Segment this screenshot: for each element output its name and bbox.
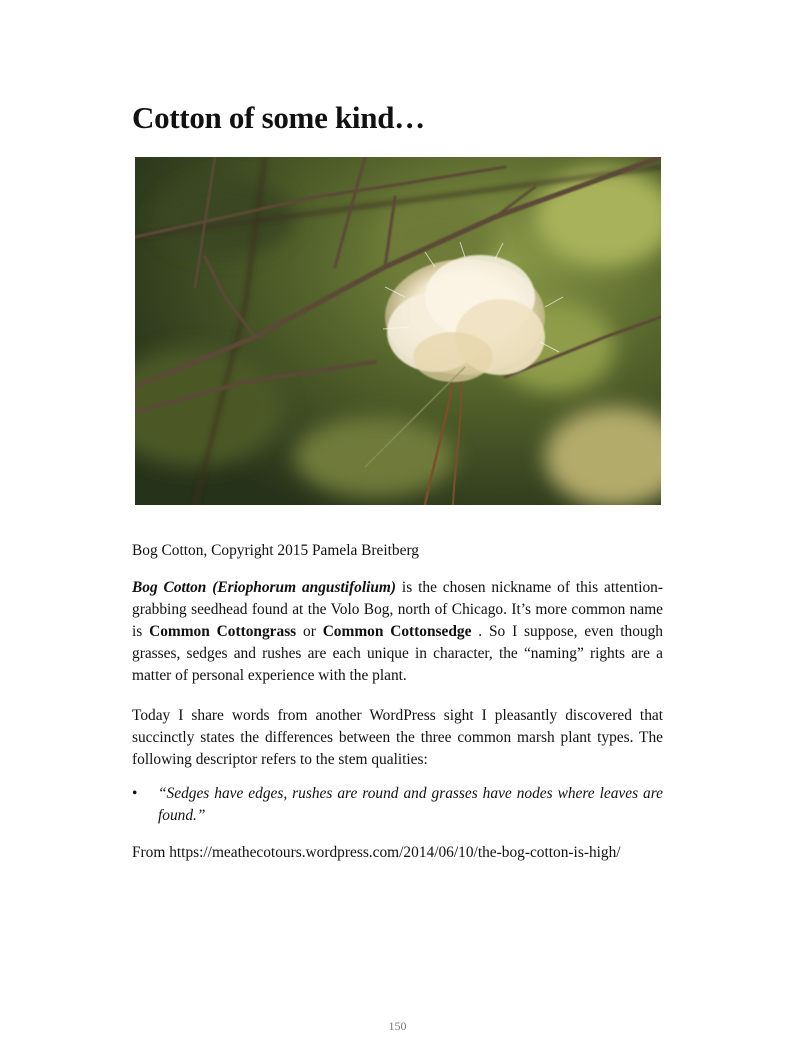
quote-bullet	[132, 783, 663, 827]
species-name: Bog Cotton (Eriophorum angustifolium)	[132, 579, 397, 596]
bog-cotton-illustration	[135, 157, 661, 505]
common-cottongrass: Common Cottongrass	[149, 623, 297, 640]
common-cottonsedge: Common Cottonsedge	[322, 623, 472, 640]
paragraph1-text-b: or	[296, 623, 323, 640]
sedges-quote: “Sedges have edges, rushes are round and grasses have nodes where leaves are found.”	[158, 785, 663, 824]
bog-cotton-photo	[135, 157, 661, 505]
paragraph-bog-cotton	[132, 577, 663, 687]
photo-caption: Bog Cotton, Copyright 2015 Pamela Breitberg	[132, 542, 419, 559]
paragraph1-text-a: is the chosen nickname of this attention-grabbing seedhead found at the Volo Bog, north of Chicago. It’s more common name is	[132, 579, 663, 640]
bullet-marker: •	[132, 785, 138, 802]
page-number: 150	[388, 1019, 407, 1033]
page-title: Cotton of some kind…	[132, 100, 425, 135]
source-link-text: From https://meathecotours.wordpress.com/2014/06/10/the-bog-cotton-is-high/	[132, 844, 621, 861]
paragraph1-text-c: . So I suppose, even though grasses, sedges and rushes are each unique in character, the “naming” rights are a matter of personal experience with the plant.	[132, 623, 663, 684]
paragraph-wordpress-intro: Today I share words from another WordPress sight I pleasantly discovered that succinctly states the differences between the three common marsh plant types. The following descriptor refers to the stem qualities:	[132, 707, 663, 768]
